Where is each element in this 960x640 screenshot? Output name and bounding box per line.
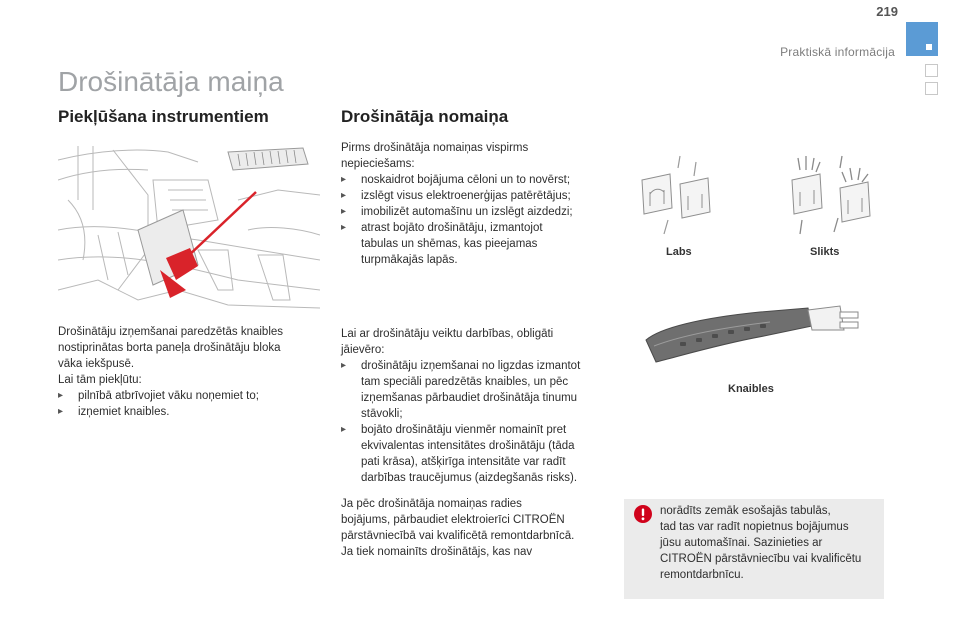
section-label: Praktiskā informācija xyxy=(780,45,895,59)
arrow-bullet-icon: ▸ xyxy=(341,424,347,435)
fuse-pliers-illustration xyxy=(640,300,862,380)
side-tab-box xyxy=(925,82,938,95)
after-replacement-text: Ja pēc drošinātāja nomaiņas radies bojājums, pārbaudiet elektroierīci CITROËN pārstāvniecībā vai kvalificētā remontdarbnīcā. Ja tiek nomainīts drošinātājs, kas nav xyxy=(341,498,575,558)
intro-line: jāievēro: xyxy=(341,344,385,356)
page-number: 219 xyxy=(876,4,898,19)
side-tab-box xyxy=(925,64,938,77)
intro-line: Drošinātāju izņemšanai paredzētās knaibles xyxy=(58,326,284,338)
section-tab xyxy=(906,22,938,56)
intro-line: Lai ar drošinātāju veiktu darbības, obligāti xyxy=(341,328,554,340)
intro-line: Lai tām piekļūtu: xyxy=(58,374,142,386)
list-item: ▸ atrast bojāto drošinātāju, izmantojot tabulas un shēmas, kas pieejamas turpmākajās lapās. xyxy=(341,222,543,266)
warning-icon xyxy=(634,505,652,523)
intro-line: vāka iekšpusē. xyxy=(58,358,135,370)
dashboard-illustration xyxy=(58,140,320,323)
right-heading: Drošinātāja nomaiņa xyxy=(341,107,509,126)
list-item: ▸ izņemiet knaibles. xyxy=(58,406,170,418)
prerequisites-text xyxy=(341,140,616,268)
bad-fuse-label: Slikts xyxy=(810,246,840,258)
good-fuse-illustration xyxy=(630,150,730,247)
arrow-bullet-icon: ▸ xyxy=(341,206,347,217)
intro-line: nepieciešams: xyxy=(341,158,415,170)
arrow-bullet-icon: ▸ xyxy=(341,360,347,371)
bad-fuse-illustration xyxy=(780,150,890,247)
left-bullet-list xyxy=(58,388,328,420)
pliers-label: Knaibles xyxy=(728,383,774,395)
arrow-bullet-icon: ▸ xyxy=(341,190,347,201)
warning-box xyxy=(624,499,884,599)
prerequisites-list xyxy=(341,172,616,268)
intro-line: Pirms drošinātāja nomaiņas vispirms xyxy=(341,142,529,154)
arrow-bullet-icon: ▸ xyxy=(341,174,347,185)
page-title: Drošinātāja maiņa xyxy=(58,66,284,97)
list-item: ▸ izslēgt visus elektroenerģijas patērētājus; xyxy=(341,190,571,202)
intro-line: nostiprinātas borta paneļa drošinātāju bloka xyxy=(58,342,281,354)
arrow-bullet-icon: ▸ xyxy=(341,222,347,233)
list-item: ▸ drošinātāju izņemšanai no ligzdas izmantot tam speciāli paredzētās knaibles, un pēc izņemšanas pārbaudiet drošinātāja tinumu stāvokli; xyxy=(341,360,581,420)
warning-text: norādīts zemāk esošajās tabulās, tad tas var radīt nopietnus bojājumus jūsu automašīnai. Sazinieties ar CITROËN pārstāvniecību vai kvalificētu remontdarbnīcu. xyxy=(660,505,862,581)
list-item: ▸ bojāto drošinātāju vienmēr nomainīt pret ekvivalentas intensitātes drošinātāju (tāda pati krāsa), atšķirīga intensitāte var radīt darbības traucējumus (aizdegšanās risks). xyxy=(341,424,578,484)
arrow-bullet-icon: ▸ xyxy=(58,406,64,417)
list-item: ▸ imobilizēt automašīnu un izslēgt aizdedzi; xyxy=(341,206,573,218)
good-fuse-label: Labs xyxy=(666,246,692,258)
rules-text xyxy=(341,326,616,486)
rules-list xyxy=(341,358,616,486)
left-text xyxy=(58,324,328,420)
left-heading: Piekļūšana instrumentiem xyxy=(58,107,269,126)
tab-marker xyxy=(926,44,932,50)
list-item: ▸ noskaidrot bojājuma cēloni un to novērst; xyxy=(341,174,571,186)
list-item: ▸ pilnībā atbrīvojiet vāku noņemiet to; xyxy=(58,390,259,402)
arrow-bullet-icon: ▸ xyxy=(58,390,64,401)
